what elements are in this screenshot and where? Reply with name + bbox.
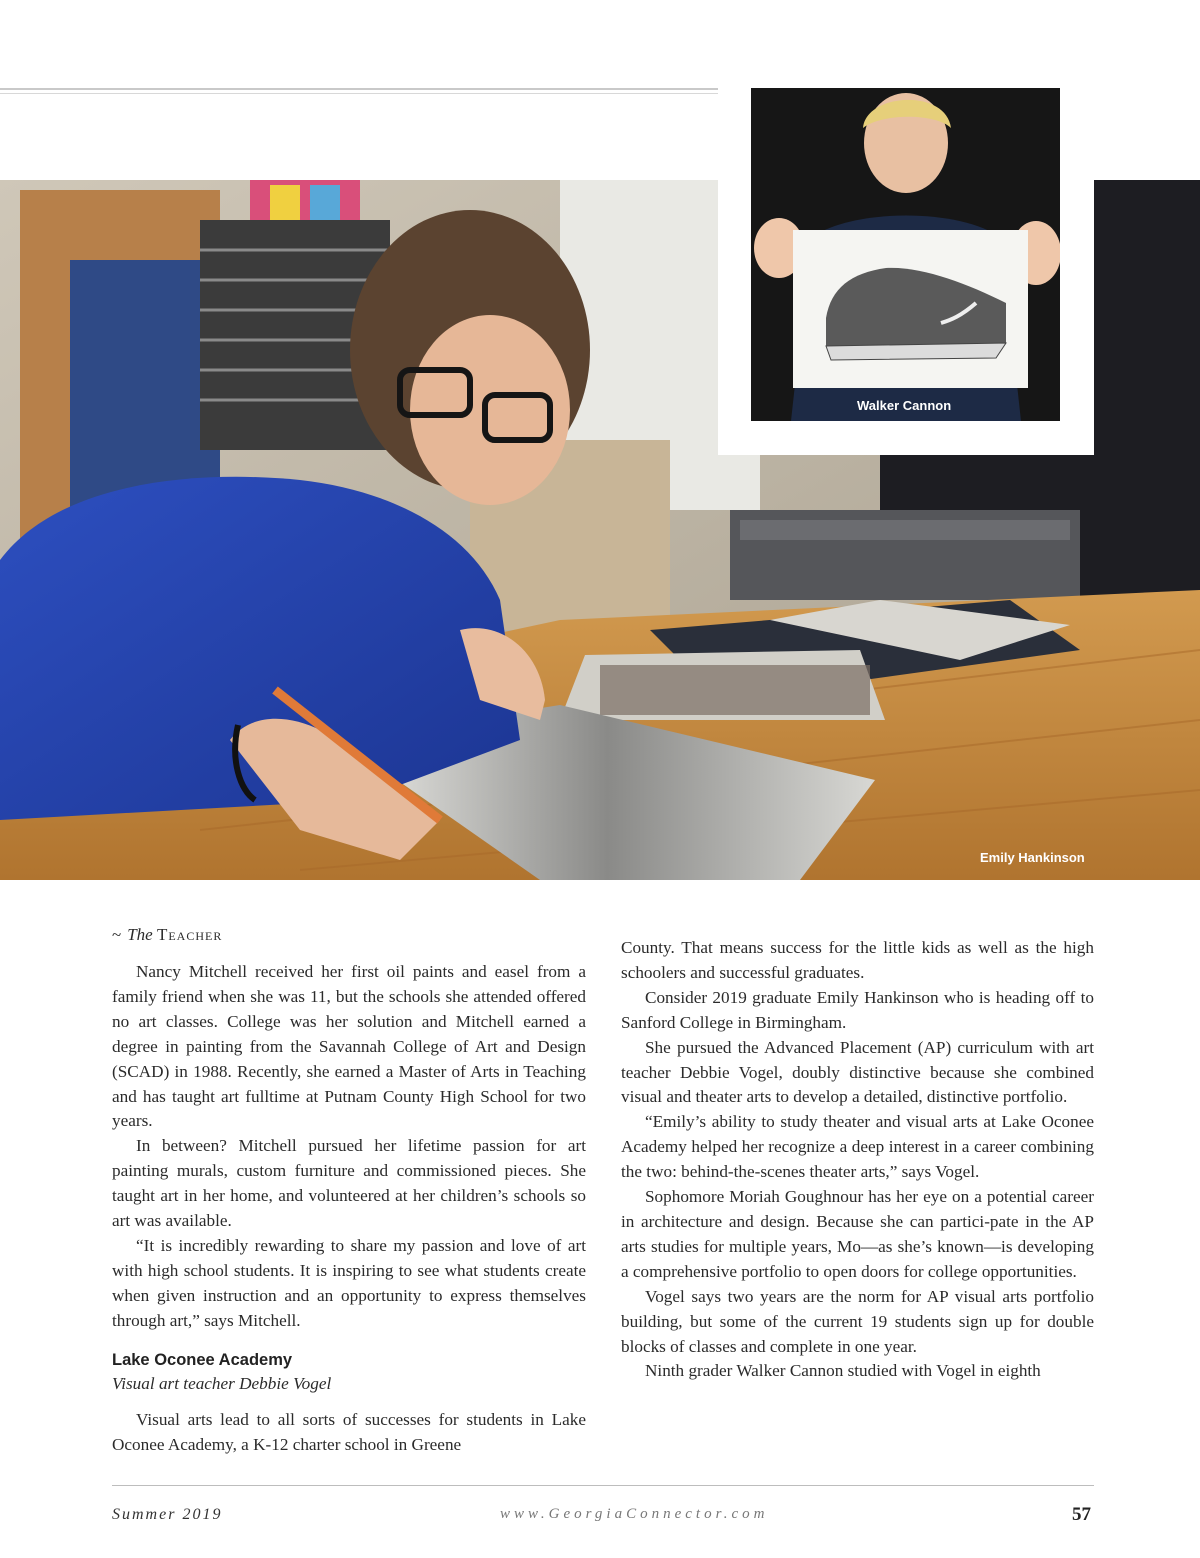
main-photo-caption: Emily Hankinson xyxy=(980,850,1085,865)
kicker-word: Teacher xyxy=(156,925,223,944)
paragraph: Visual arts lead to all sorts of successes for students in Lake Oconee Academy, a K-12 charter school in Greene xyxy=(112,1409,586,1454)
footer-rule xyxy=(112,1485,1094,1486)
kicker-tilde: ~ xyxy=(112,925,122,944)
section-kicker xyxy=(112,925,222,945)
inset-photo-caption: Walker Cannon xyxy=(857,398,952,413)
inset-photo-walker-cannon xyxy=(751,88,1060,421)
paragraph: She pursued the Advanced Placement (AP) curriculum with art teacher Debbie Vogel, doubly distinctive because she combined visual and theater arts to develop a detailed, distinctive portfolio. xyxy=(621,1037,1094,1107)
paragraph: Consider 2019 graduate Emily Hankinson who is heading off to Sanford College in Birmingham. xyxy=(621,987,1094,1032)
section-subhead: Lake Oconee Academy xyxy=(112,1350,293,1369)
footer-url[interactable]: www.GeorgiaConnector.com xyxy=(500,1506,769,1522)
header-rule-thin xyxy=(0,93,718,94)
paragraph: Nancy Mitchell received her first oil paints and easel from a family friend when she was 11, but the schools she attended offered no art classes. College was her solution and Mitchell earned a degree in painting from the Savannah College of Art and Design (SCAD) in 1988. Recently, she earned a Master of Arts in Teaching and has taught art fulltime at Putnam County High School for two years. xyxy=(112,962,586,1131)
paragraph: Vogel says two years are the norm for AP visual arts portfolio building, but some of the current 19 students sign up for double blocks of classes and complete in one year. xyxy=(621,1286,1094,1356)
paragraph: Sophomore Moriah Goughnour has her eye on a potential career in architecture and design. Because she can partici-pate in the AP arts studies for multiple years, Mo—as she’s known—is developing a comprehensive portfolio to open doors for college opportunities. xyxy=(621,1187,1094,1281)
header-rule xyxy=(0,88,718,90)
article-column-right xyxy=(621,936,1094,1384)
paragraph: County. That means success for the little kids as well as the high schoolers and successful graduates. xyxy=(621,938,1094,982)
paragraph: In between? Mitchell pursued her lifetime passion for art painting murals, custom furniture and commissioned pieces. She taught art in her home, and volunteered at her children’s schools so art was available. xyxy=(112,1136,586,1231)
section-byline: Visual art teacher Debbie Vogel xyxy=(112,1373,332,1393)
footer-issue: Summer 2019 xyxy=(112,1506,223,1523)
paragraph: “Emily’s ability to study theater and visual arts at Lake Oconee Academy helped her recognize a deep interest in a career combining the two: behind-the-scenes theater arts,” says Vogel. xyxy=(621,1112,1094,1182)
page-number: 57 xyxy=(1072,1504,1091,1525)
article-column-left xyxy=(112,960,586,1457)
paragraph: “It is incredibly rewarding to share my passion and love of art with high school students. It is inspiring to see what students create when given instruction and an opportunity to express themselves through art,” says Mitchell. xyxy=(112,1235,586,1330)
paragraph: Ninth grader Walker Cannon studied with Vogel in eighth xyxy=(645,1361,1041,1381)
kicker-the: The xyxy=(127,925,153,944)
